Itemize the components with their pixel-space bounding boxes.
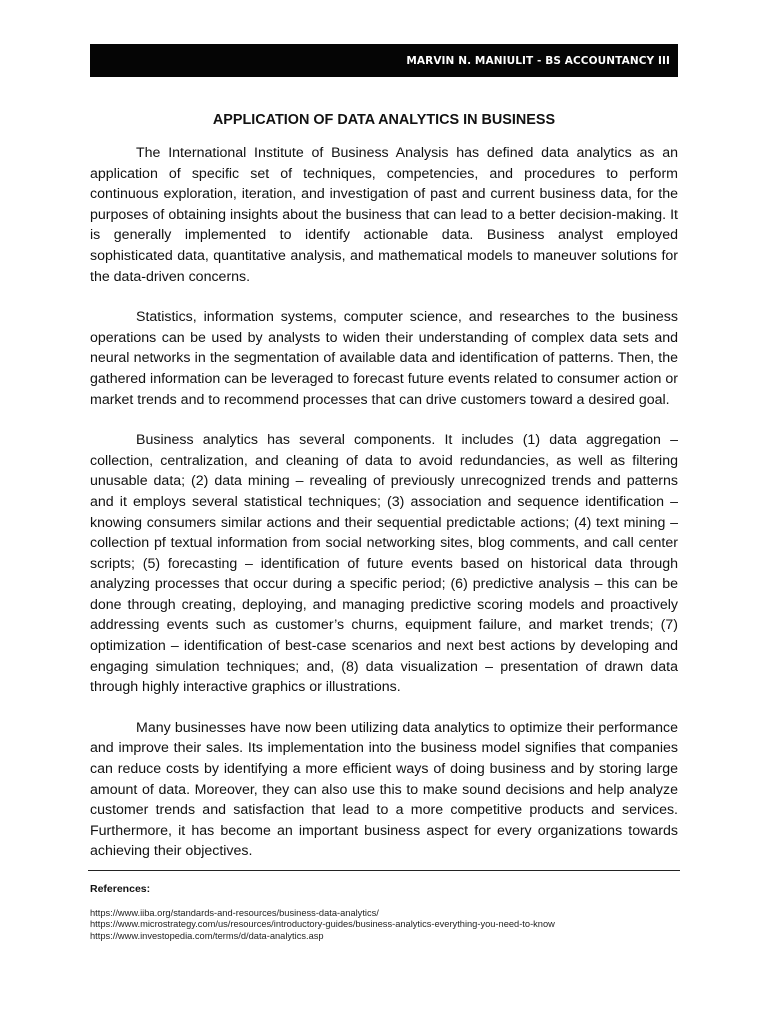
- paragraph-disciplines: Statistics, information systems, computer science, and researches to the business operations can be used by analysts to widen their understanding of complex data sets and neural networks in the segmentation of available data and identification of patterns. Then, the gathered information can be leveraged to forecast future events related to consumer action or market trends and to recommend processes that can drive customers toward a desired goal.: [90, 309, 678, 408]
- reference-item: https://www.microstrategy.com/us/resources/introductory-guides/business-analytics-everything-you-need-to-know: [90, 919, 555, 930]
- references-heading: References:: [90, 883, 151, 895]
- header-bar: [90, 44, 678, 77]
- paragraph-definition: The International Institute of Business Analysis has defined data analytics as an application of specific set of techniques, competencies, and procedures to perform continuous exploration, iteration, and investigation of past and current business data, for the purposes of obtaining insights about the business that can lead to a better decision-making. It is generally implemented to identify actionable data. Business analyst employed sophisticated data, quantitative analysis, and mathematical models to maneuver solutions for the data-driven concerns.: [90, 145, 678, 285]
- author-line: MARVIN N. MANIULIT - BS ACCOUNTANCY III: [406, 54, 670, 67]
- references-divider: [88, 870, 680, 871]
- paragraph-components: Business analytics has several components. It includes (1) data aggregation – collection, centralization, and cleaning of data to avoid redundancies, as well as filtering unusable data; (2) data mining – revealing of previously unrecognized trends and patterns and it employs several statistical techniques; (3) association and sequence identification – knowing consumers similar actions and their sequential predictable actions; (4) text mining – collection pf textual information from social networking sites, blog comments, and call center scripts; (5) forecasting – identification of future events based on historical data through analyzing processes that occur during a specific period; (6) predictive analysis – this can be done through creating, deploying, and managing predictive scoring models and proactively addressing events such as customer’s churns, equipment failure, and market trends; (7) optimization – identification of best-case scenarios and next best actions by developing and engaging simulation techniques; and, (8) data visualization – presentation of drawn data through highly interactive graphics or illustrations.: [90, 432, 678, 696]
- document-title: APPLICATION OF DATA ANALYTICS IN BUSINESS: [212, 112, 556, 128]
- paragraph-benefits: Many businesses have now been utilizing data analytics to optimize their performance and improve their sales. Its implementation into the business model signifies that companies can reduce costs by identifying a more efficient ways of doing business and by storing large amount of data. Moreover, they can also use this to make sound decisions and help analyze customer trends and satisfaction that lead to a more competitive products and services. Furthermore, it has become an important business aspect for every organizations towards achieving their objectives.: [90, 719, 678, 860]
- reference-item: https://www.iiba.org/standards-and-resources/business-data-analytics/: [90, 908, 379, 918]
- document-body: [90, 143, 678, 882]
- references-list: [90, 908, 555, 942]
- reference-item: https://www.investopedia.com/terms/d/data-analytics.asp: [90, 930, 324, 941]
